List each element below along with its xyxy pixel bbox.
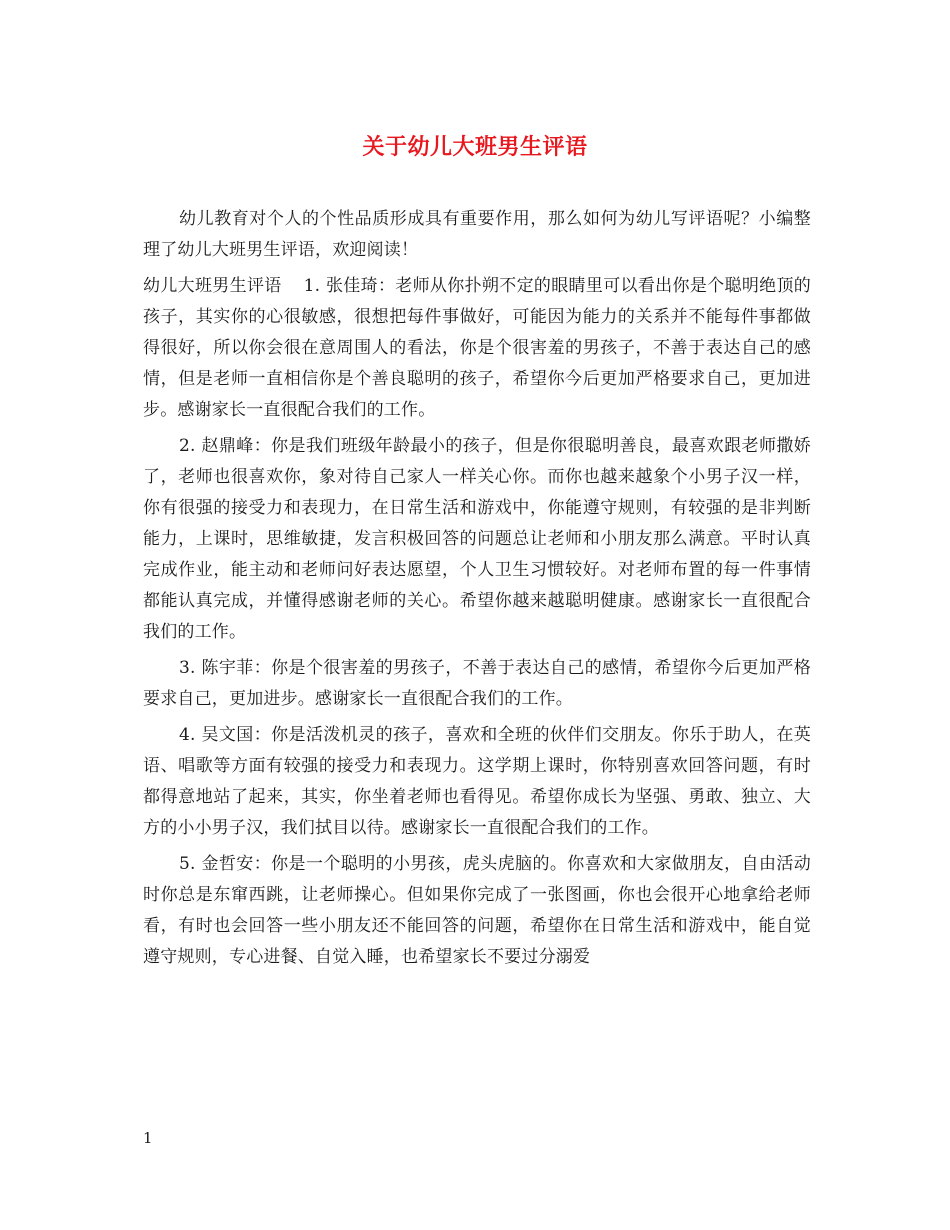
section-heading: 幼儿大班男生评语: [143, 276, 282, 296]
comment-paragraph-4: 4. 吴文国：你是活泼机灵的孩子，喜欢和全班的伙伴们交朋友。你乐于助人，在英语、唱歌等方面有较强的接受力和表现力。这学期上课时，你特别喜欢回答问题，有时都得意地站了起来，其实，你坐着老师也看得见。希望你成长为坚强、勇敢、独立、大方的小小男子汉，我们拭目以待。感谢家长一直很配合我们的工作。: [143, 725, 811, 838]
intro-paragraph: 幼儿教育对个人的个性品质形成具有重要作用，那么如何为幼儿写评语呢？小编整理了幼儿大班男生评语，欢迎阅读！: [143, 209, 811, 260]
comment-paragraph-5: 5. 金哲安：你是一个聪明的小男孩，虎头虎脑的。你喜欢和大家做朋友，自由活动时你总是东窜西跳，让老师操心。但如果你完成了一张图画，你也会很开心地拿给老师看，有时也会回答一些小朋友还不能回答的问题，希望你在日常生活和游戏中，能自觉遵守规则，专心进餐、自觉入睡，也希望家长不要过分溺爱: [143, 854, 811, 967]
comment-paragraph-3: 3. 陈宇菲：你是个很害羞的男孩子，不善于表达自己的感情，希望你今后更加严格要求自己，更加进步。感谢家长一直很配合我们的工作。: [143, 658, 811, 709]
comment-text-1: 1. 张佳琦：老师从你扑朔不定的眼睛里可以看出你是个聪明绝顶的孩子，其实你的心很敏感，很想把每件事做好，可能因为能力的关系并不能每件事都做得很好，所以你会很在意周围人的看法，你是个很害羞的男孩子，不善于表达自己的感情，但是老师一直相信你是个善良聪明的孩子，希望你今后更加严格要求自己，更加进步。感谢家长一直很配合我们的工作。: [143, 276, 811, 420]
page-number: 1: [143, 1129, 153, 1147]
document-title: 关于幼儿大班男生评语: [362, 134, 588, 160]
document-body: [143, 204, 811, 978]
comment-paragraph-1: [143, 271, 811, 426]
comment-paragraph-2: 2. 赵鼎峰：你是我们班级年龄最小的孩子，但是你很聪明善良，最喜欢跟老师撒娇了，老师也很喜欢你，象对待自己家人一样关心你。而你也越来越象个小男子汉一样，你有很强的接受力和表现力，在日常生活和游戏中，你能遵守规则，有较强的是非判断能力，上课时，思维敏捷，发言积极回答的问题总让老师和小朋友那么满意。平时认真完成作业，能主动和老师问好表达愿望，个人卫生习惯较好。对老师布置的每一件事情都能认真完成，并懂得感谢老师的关心。希望你越来越聪明健康。感谢家长一直很配合我们的工作。: [143, 436, 811, 642]
